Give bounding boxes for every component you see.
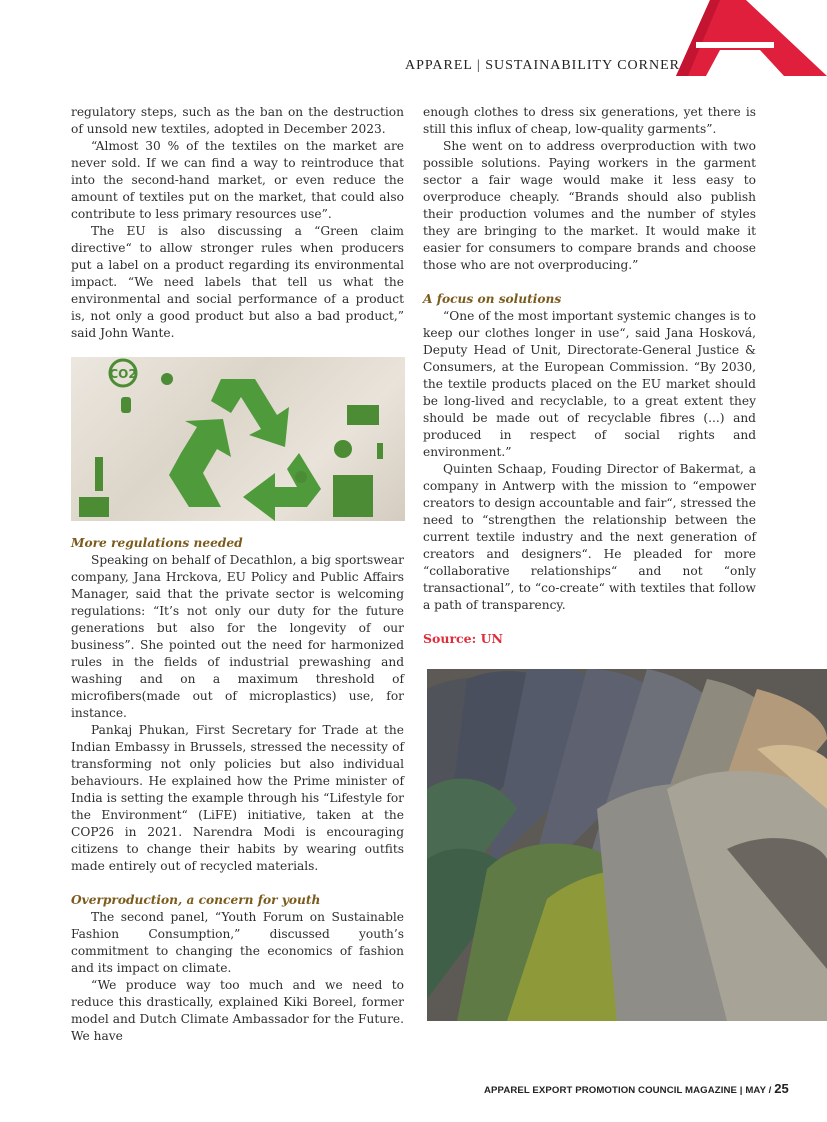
subheading: More regulations needed: [71, 536, 243, 550]
recycle-symbol-icon: [169, 379, 321, 521]
body-paragraph: Pankaj Phukan, First Secretary for Trade at the Indian Embassy in Brussels, stressed the necessity of transforming not only policies but also individual behaviours. He explained how the Prime minister of India is setting the example through his “Lifestyle for the Environment“ (LiFE) initiative, taken at the COP26 in 2021. Narendra Modi is encouraging citizens to change their habits by wearing outfits made entirely out of recycled materials.: [71, 723, 404, 873]
page-footer: [484, 1081, 789, 1096]
recycling-photo: [71, 357, 405, 521]
footer-text: APPAREL EXPORT PROMOTION COUNCIL MAGAZINE | MAY /: [484, 1085, 772, 1096]
magazine-logo: [676, 0, 827, 76]
subheading: Overproduction, a concern for youth: [71, 893, 321, 907]
fabric-swatches-photo: [427, 669, 827, 1021]
page-number: 25: [774, 1081, 789, 1096]
body-paragraph: The EU is also discussing a “Green claim directive“ to allow stronger rules when producers put a label on a product regarding its environmental impact. “We need labels that tell us what the environmental and social performance of a product is, not only a good product but also a bad product,” said John Wante.: [71, 224, 404, 340]
source-credit: Source: UN: [423, 631, 503, 646]
body-paragraph: She went on to address overproduction with two possible solutions. Paying workers in the garment sector a fair wage would make it less easy to overproduce cheaply. “Brands should also publish their production volumes and the number of styles they are bringing to the market. It would make it easier for consumers to compare brands and choose those who are not overproducing.”: [423, 139, 756, 272]
body-paragraph: “We produce way too much and we need to reduce this drastically, explained Kiki Boreel, former model and Dutch Climate Ambassador for the Future. We have: [71, 978, 404, 1043]
body-paragraph: enough clothes to dress six generations, yet there is still this influx of cheap, low-quality garments”.: [423, 105, 756, 136]
left-column: [71, 104, 404, 1045]
recycling-illustration: [71, 357, 405, 521]
body-paragraph: The second panel, “Youth Forum on Sustainable Fashion Consumption,” discussed youth’s commitment to changing the economics of fashion and its impact on climate.: [71, 910, 404, 975]
fabric-rolls: [427, 669, 827, 1021]
subheading: A focus on solutions: [423, 292, 562, 306]
body-paragraph: “Almost 30 % of the textiles on the market are never sold. If we can find a way to reintroduce that into the second-hand market, or even reduce the amount of textiles put on the market, that could also contribute to less primary resources use”.: [71, 139, 404, 221]
section-title: APPAREL | SUSTAINABILITY CORNER: [405, 58, 680, 73]
body-paragraph: regulatory steps, such as the ban on the destruction of unsold new textiles, adopted in December 2023.: [71, 105, 404, 136]
logo-crossbar: [696, 42, 774, 48]
body-paragraph: Speaking on behalf of Decathlon, a big sportswear company, Jana Hrckova, EU Policy and Public Affairs Manager, said that the private sector is welcoming regulations: “It’s not only our duty for the future generations but also for the longevity of our business”. She pointed out the need for harmonized rules in the fields of industrial prewashing and washing and on a maximum threshold of microfibers(made out of microplastics) use, for instance.: [71, 553, 404, 720]
fabric-rolls-illustration: [427, 669, 827, 1021]
co2-label: CO2: [109, 367, 137, 381]
body-paragraph: “One of the most important systemic changes is to keep our clothes longer in use“, said Jana Hosková, Deputy Head of Unit, Directorate-General Justice & Consumers, at the European Commission. “By 2030, the textile products placed on the EU market should be long-lived and recyclable, to a great extent they should be made out of recyclable fibres (...) and produced in respect of social rights and environment.”: [423, 309, 756, 459]
body-paragraph: Quinten Schaap, Fouding Director of Bakermat, a company in Antwerp with the mission to “empower creators to design accountable and fair“, stressed the need to “strengthen the relationship between the current textile industry and the next generation of creators and designers“. He pleaded for more “collaborative relationships“ and not “only transactional”, to “co-create“ with textiles that follow a path of transparency.: [423, 462, 756, 612]
right-column: [423, 104, 756, 646]
